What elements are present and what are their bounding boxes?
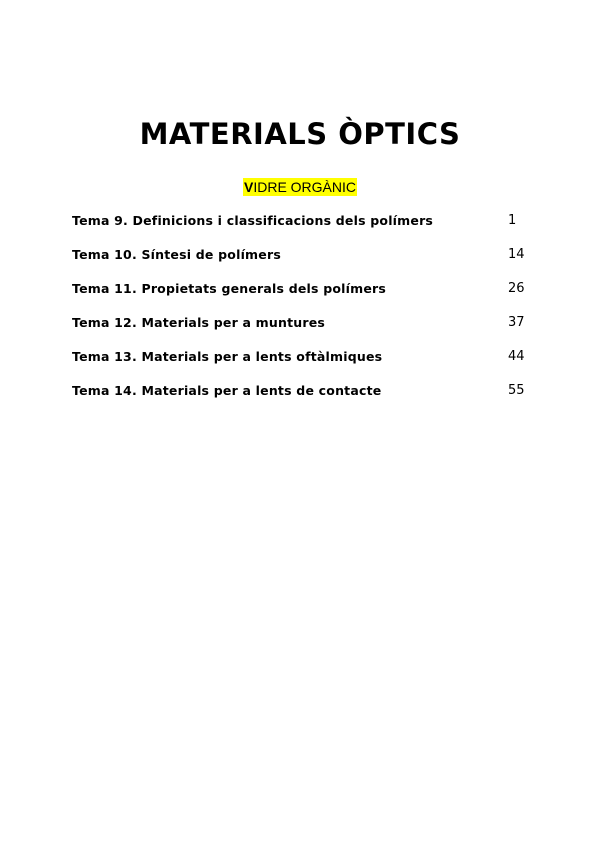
toc-entry <box>72 210 532 244</box>
toc-entry-title: Tema 10. Síntesi de polímers <box>72 247 281 262</box>
section-heading-initial: V <box>243 179 254 195</box>
toc-entry-page: 37 <box>508 315 525 330</box>
section-heading <box>243 178 357 196</box>
toc-entry-title: Tema 11. Propietats generals dels polímers <box>72 281 387 296</box>
toc-entry-title: Tema 9. Definicions i classificacions dels polímers <box>72 213 434 228</box>
section-heading-text: IDRE ORGÀNIC <box>253 179 357 195</box>
toc-entry-title: Tema 14. Materials per a lents de contacte <box>72 383 382 398</box>
page-title: MATERIALS ÒPTICS <box>139 117 461 151</box>
toc-entry <box>72 312 532 346</box>
toc-entry-title: Tema 12. Materials per a muntures <box>72 315 326 330</box>
toc-entry-title: Tema 13. Materials per a lents oftàlmiques <box>72 349 383 364</box>
table-of-contents <box>72 210 532 414</box>
toc-entry-page: 44 <box>508 349 525 364</box>
toc-entry <box>72 278 532 312</box>
toc-entry-page: 26 <box>508 281 525 296</box>
toc-entry-page: 1 <box>508 213 517 228</box>
toc-entry <box>72 346 532 380</box>
toc-entry-page: 55 <box>508 383 525 398</box>
section-heading-wrapper <box>0 177 600 196</box>
toc-entry <box>72 380 532 414</box>
toc-entry <box>72 244 532 278</box>
toc-entry-page: 14 <box>508 247 525 262</box>
